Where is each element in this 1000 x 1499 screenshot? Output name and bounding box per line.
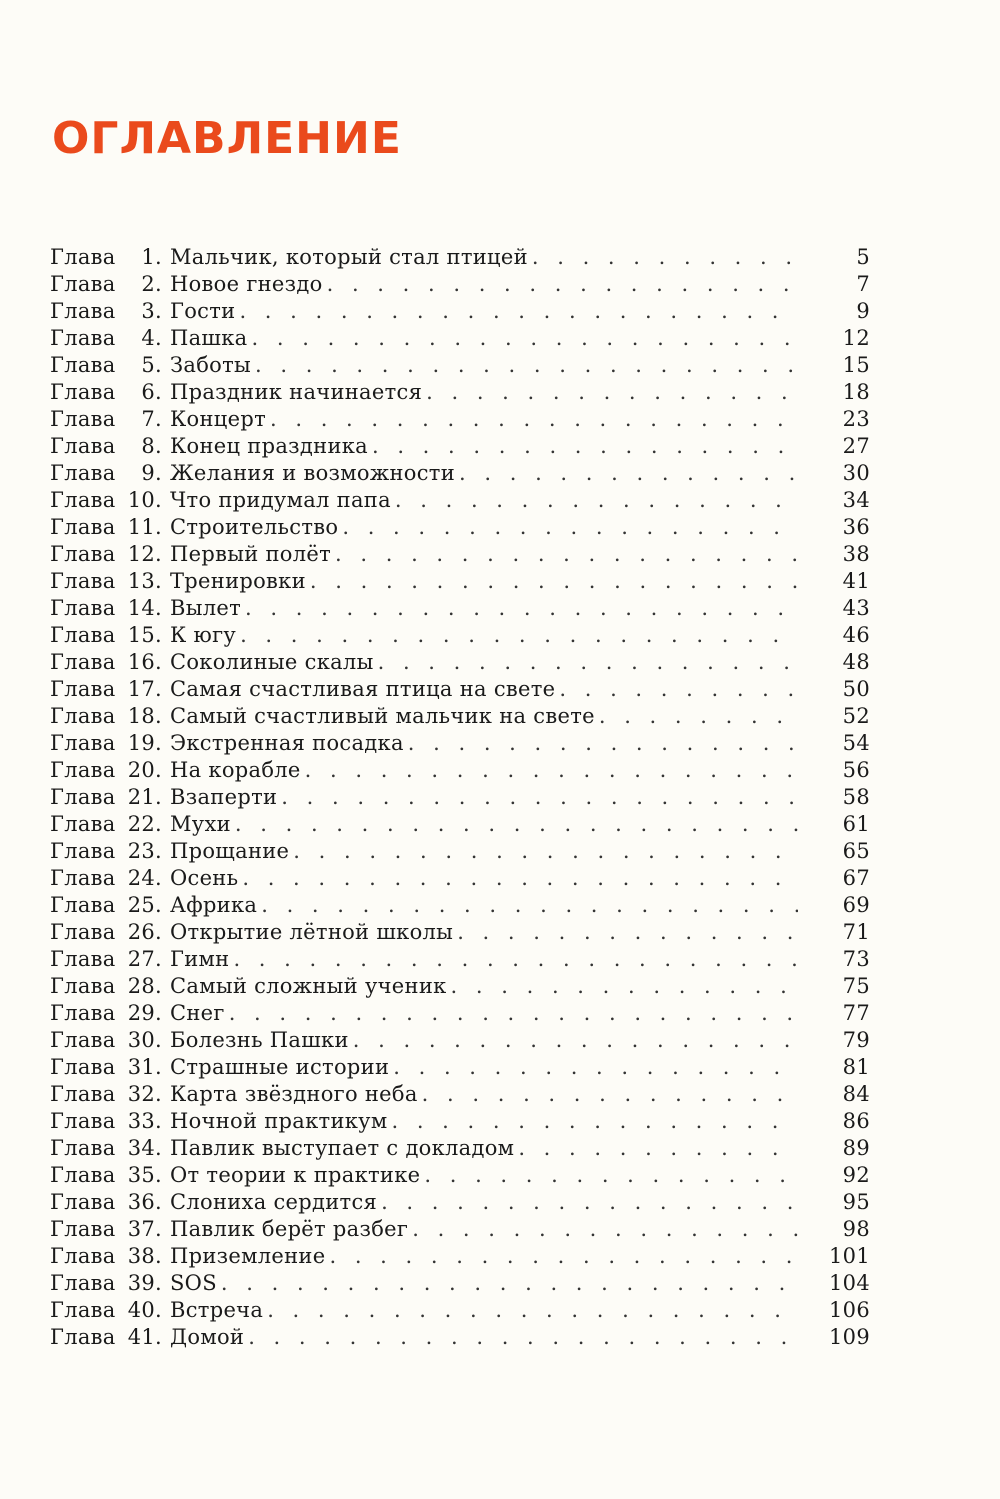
dot-leader — [239, 298, 798, 325]
chapter-title: Встреча — [170, 1298, 264, 1322]
dot-leader — [329, 1243, 798, 1270]
page-number: 23 — [842, 407, 870, 431]
page-number: 38 — [842, 542, 870, 566]
page-number: 54 — [842, 731, 870, 755]
chapter-title: Пашка — [170, 326, 248, 350]
page-number: 61 — [842, 812, 870, 836]
toc-entry[interactable] — [50, 1054, 870, 1081]
chapter-number: 13. — [127, 569, 162, 593]
toc-entry[interactable] — [50, 865, 870, 892]
chapter-title: Соколиные скалы — [170, 650, 374, 674]
page-number: 56 — [842, 758, 870, 782]
toc-entry[interactable] — [50, 622, 870, 649]
toc-entry[interactable] — [50, 379, 870, 406]
dot-leader — [245, 595, 798, 622]
chapter-title: Павлик выступает с докладом — [170, 1136, 515, 1160]
dot-leader — [381, 1189, 798, 1216]
chapter-number: 36. — [127, 1190, 162, 1214]
chapter-label: Глава — [50, 596, 116, 620]
chapter-number: 22. — [127, 812, 162, 836]
toc-entry[interactable] — [50, 487, 870, 514]
dot-leader — [240, 622, 798, 649]
chapter-title: Слониха сердится — [170, 1190, 378, 1214]
chapter-title: На корабле — [170, 758, 301, 782]
chapter-title: Первый полёт — [170, 542, 332, 566]
chapter-number: 20. — [127, 758, 162, 782]
chapter-title: Тренировки — [170, 569, 306, 593]
chapter-number: 35. — [127, 1163, 162, 1187]
chapter-label: Глава — [50, 785, 116, 809]
chapter-title: Осень — [170, 866, 239, 890]
chapter-number: 11. — [127, 515, 162, 539]
chapter-title: Гимн — [170, 947, 230, 971]
dot-leader — [599, 703, 798, 730]
chapter-number: 32. — [127, 1082, 162, 1106]
chapter-label: Глава — [50, 1082, 116, 1106]
chapter-number: 14. — [127, 596, 162, 620]
dot-leader — [233, 946, 798, 973]
chapter-number: 12. — [127, 542, 162, 566]
dot-leader — [261, 892, 798, 919]
page-number: 101 — [829, 1244, 870, 1268]
dot-leader — [391, 1108, 798, 1135]
toc-entry[interactable] — [50, 730, 870, 757]
chapter-number: 33. — [127, 1109, 162, 1133]
chapter-number: 6. — [141, 380, 162, 404]
page-number: 98 — [842, 1217, 870, 1241]
dot-leader — [378, 649, 798, 676]
chapter-number: 34. — [127, 1136, 162, 1160]
dot-leader — [559, 676, 798, 703]
chapter-number: 31. — [127, 1055, 162, 1079]
toc-entry[interactable] — [50, 352, 870, 379]
toc-entry[interactable] — [50, 892, 870, 919]
chapter-label: Глава — [50, 299, 116, 323]
dot-leader — [255, 352, 798, 379]
chapter-label: Глава — [50, 812, 116, 836]
chapter-title: Праздник начинается — [170, 380, 423, 404]
chapter-number: 19. — [127, 731, 162, 755]
dot-leader — [342, 514, 798, 541]
chapter-label: Глава — [50, 677, 116, 701]
chapter-label: Глава — [50, 1028, 116, 1052]
dot-leader — [395, 487, 798, 514]
chapter-label: Глава — [50, 488, 116, 512]
dot-leader — [252, 325, 798, 352]
page-number: 30 — [842, 461, 870, 485]
chapter-number: 29. — [127, 1001, 162, 1025]
toc-entry[interactable] — [50, 1135, 870, 1162]
chapter-label: Глава — [50, 839, 116, 863]
chapter-title: Болезнь Пашки — [170, 1028, 349, 1052]
chapter-title: От теории к практике — [170, 1163, 421, 1187]
chapter-label: Глава — [50, 1136, 116, 1160]
page-number: 15 — [842, 353, 870, 377]
toc-entry[interactable] — [50, 1324, 870, 1351]
chapter-label: Глава — [50, 893, 116, 917]
page-number: 84 — [842, 1082, 870, 1106]
page-number: 75 — [842, 974, 870, 998]
page-number: 7 — [856, 272, 870, 296]
chapter-title: Заботы — [170, 353, 252, 377]
toc-entry[interactable] — [50, 946, 870, 973]
chapter-label: Глава — [50, 1325, 116, 1349]
page-number: 109 — [829, 1325, 870, 1349]
chapter-title: Конец праздника — [170, 434, 368, 458]
dot-leader — [353, 1027, 798, 1054]
chapter-number: 2. — [141, 272, 162, 296]
chapter-label: Глава — [50, 353, 116, 377]
dot-leader — [248, 1324, 798, 1351]
chapter-title: Взаперти — [170, 785, 278, 809]
chapter-label: Глава — [50, 1055, 116, 1079]
page-number: 86 — [842, 1109, 870, 1133]
page-number: 65 — [842, 839, 870, 863]
dot-leader — [518, 1135, 798, 1162]
chapter-number: 28. — [127, 974, 162, 998]
page-number: 92 — [842, 1163, 870, 1187]
chapter-label: Глава — [50, 704, 116, 728]
toc-entry[interactable] — [50, 244, 870, 271]
chapter-number: 37. — [127, 1217, 162, 1241]
chapter-title: Снег — [170, 1001, 225, 1025]
chapter-number: 15. — [127, 623, 162, 647]
toc-entry[interactable] — [50, 460, 870, 487]
dot-leader — [408, 730, 798, 757]
chapter-label: Глава — [50, 272, 116, 296]
toc-entry[interactable] — [50, 1000, 870, 1027]
page-number: 58 — [842, 785, 870, 809]
page-number: 43 — [842, 596, 870, 620]
page-number: 18 — [842, 380, 870, 404]
toc-entry[interactable] — [50, 838, 870, 865]
dot-leader — [457, 919, 798, 946]
toc-entry[interactable] — [50, 406, 870, 433]
chapter-label: Глава — [50, 974, 116, 998]
chapter-title: Строительство — [170, 515, 339, 539]
chapter-label: Глава — [50, 1298, 116, 1322]
page-number: 69 — [842, 893, 870, 917]
dot-leader — [372, 433, 798, 460]
chapter-label: Глава — [50, 1217, 116, 1241]
chapter-number: 3. — [141, 299, 162, 323]
page-number: 79 — [842, 1028, 870, 1052]
chapter-label: Глава — [50, 1163, 116, 1187]
chapter-label: Глава — [50, 434, 116, 458]
chapter-label: Глава — [50, 245, 116, 269]
dot-leader — [422, 1081, 798, 1108]
chapter-label: Глава — [50, 1109, 116, 1133]
page-number: 27 — [842, 434, 870, 458]
page-number: 89 — [842, 1136, 870, 1160]
chapter-title: SOS — [170, 1271, 217, 1295]
dot-leader — [532, 244, 798, 271]
dot-leader — [459, 460, 798, 487]
chapter-number: 21. — [127, 785, 162, 809]
chapter-title: Павлик берёт разбег — [170, 1217, 409, 1241]
dot-leader — [424, 1162, 798, 1189]
chapter-title: К югу — [170, 623, 237, 647]
toc-entry[interactable] — [50, 298, 870, 325]
toc-entry[interactable] — [50, 568, 870, 595]
chapter-number: 24. — [127, 866, 162, 890]
chapter-title: Гости — [170, 299, 236, 323]
chapter-label: Глава — [50, 515, 116, 539]
page-number: 46 — [842, 623, 870, 647]
toc-entry[interactable] — [50, 271, 870, 298]
chapter-title: Самая счастливая птица на свете — [170, 677, 556, 701]
toc-entry[interactable] — [50, 1270, 870, 1297]
chapter-number: 41. — [127, 1325, 162, 1349]
chapter-title: Домой — [170, 1325, 245, 1349]
chapter-number: 38. — [127, 1244, 162, 1268]
chapter-title: Желания и возможности — [170, 461, 456, 485]
toc-entry[interactable] — [50, 676, 870, 703]
chapter-label: Глава — [50, 326, 116, 350]
page-number: 73 — [842, 947, 870, 971]
chapter-title: Самый сложный ученик — [170, 974, 447, 998]
chapter-label: Глава — [50, 569, 116, 593]
dot-leader — [393, 1054, 798, 1081]
toc-entry[interactable] — [50, 595, 870, 622]
page-number: 52 — [842, 704, 870, 728]
chapter-title: Африка — [170, 893, 258, 917]
toc-entry[interactable] — [50, 1297, 870, 1324]
page-number: 48 — [842, 650, 870, 674]
toc-entry[interactable] — [50, 1243, 870, 1270]
chapter-label: Глава — [50, 623, 116, 647]
page-number: 41 — [842, 569, 870, 593]
chapter-number: 8. — [141, 434, 162, 458]
dot-leader — [267, 1297, 798, 1324]
dot-leader — [242, 865, 798, 892]
chapter-title: Самый счастливый мальчик на свете — [170, 704, 595, 728]
chapter-number: 26. — [127, 920, 162, 944]
toc-entry[interactable] — [50, 811, 870, 838]
toc-entry[interactable] — [50, 1081, 870, 1108]
chapter-title: Экстренная посадка — [170, 731, 404, 755]
chapter-title: Мальчик, который стал птицей — [170, 245, 528, 269]
dot-leader — [310, 568, 798, 595]
chapter-number: 40. — [127, 1298, 162, 1322]
toc-entry[interactable] — [50, 541, 870, 568]
toc-entry[interactable] — [50, 784, 870, 811]
chapter-number: 1. — [141, 245, 162, 269]
page-number: 36 — [842, 515, 870, 539]
chapter-label: Глава — [50, 947, 116, 971]
page-number: 9 — [856, 299, 870, 323]
toc-entry[interactable] — [50, 649, 870, 676]
chapter-label: Глава — [50, 650, 116, 674]
chapter-title: Вылет — [170, 596, 242, 620]
page-number: 77 — [842, 1001, 870, 1025]
chapter-label: Глава — [50, 758, 116, 782]
dot-leader — [293, 838, 798, 865]
dot-leader — [335, 541, 798, 568]
chapter-label: Глава — [50, 920, 116, 944]
dot-leader — [281, 784, 798, 811]
page-number: 95 — [842, 1190, 870, 1214]
chapter-number: 10. — [127, 488, 162, 512]
page-number: 106 — [829, 1298, 870, 1322]
page-number: 71 — [842, 920, 870, 944]
page-number: 81 — [842, 1055, 870, 1079]
chapter-number: 9. — [141, 461, 162, 485]
toc-entry[interactable] — [50, 325, 870, 352]
chapter-label: Глава — [50, 866, 116, 890]
chapter-title: Карта звёздного неба — [170, 1082, 418, 1106]
page-title: ОГЛАВЛЕНИЕ — [52, 113, 402, 165]
toc-entry[interactable] — [50, 703, 870, 730]
chapter-label: Глава — [50, 407, 116, 431]
toc-entry[interactable] — [50, 973, 870, 1000]
chapter-label: Глава — [50, 1271, 116, 1295]
page-number: 5 — [856, 245, 870, 269]
toc-entry[interactable] — [50, 919, 870, 946]
dot-leader — [451, 973, 798, 1000]
chapter-number: 39. — [127, 1271, 162, 1295]
chapter-label: Глава — [50, 542, 116, 566]
page-number: 34 — [842, 488, 870, 512]
toc-entry[interactable] — [50, 1027, 870, 1054]
chapter-number: 25. — [127, 893, 162, 917]
chapter-title: Новое гнездо — [170, 272, 323, 296]
chapter-number: 30. — [127, 1028, 162, 1052]
chapter-title: Страшные истории — [170, 1055, 390, 1079]
toc-entry[interactable] — [50, 514, 870, 541]
page-number: 67 — [842, 866, 870, 890]
dot-leader — [221, 1270, 798, 1297]
chapter-label: Глава — [50, 380, 116, 404]
chapter-title: Мухи — [170, 812, 231, 836]
chapter-title: Ночной практикум — [170, 1109, 388, 1133]
dot-leader — [412, 1216, 798, 1243]
page-number: 104 — [829, 1271, 870, 1295]
dot-leader — [305, 757, 798, 784]
chapter-title: Что придумал папа — [170, 488, 391, 512]
dot-leader — [270, 406, 798, 433]
chapter-number: 5. — [141, 353, 162, 377]
chapter-title: Концерт — [170, 407, 266, 431]
toc-entry[interactable] — [50, 1216, 870, 1243]
chapter-number: 17. — [127, 677, 162, 701]
toc-entry[interactable] — [50, 757, 870, 784]
chapter-number: 27. — [127, 947, 162, 971]
chapter-number: 7. — [141, 407, 162, 431]
chapter-label: Глава — [50, 1244, 116, 1268]
table-of-contents — [50, 244, 870, 1351]
chapter-label: Глава — [50, 1001, 116, 1025]
chapter-number: 16. — [127, 650, 162, 674]
chapter-label: Глава — [50, 1190, 116, 1214]
toc-entry[interactable] — [50, 1108, 870, 1135]
dot-leader — [229, 1000, 798, 1027]
dot-leader — [327, 271, 798, 298]
toc-entry[interactable] — [50, 1189, 870, 1216]
dot-leader — [426, 379, 798, 406]
toc-entry[interactable] — [50, 1162, 870, 1189]
chapter-number: 23. — [127, 839, 162, 863]
chapter-title: Приземление — [170, 1244, 326, 1268]
dot-leader — [235, 811, 798, 838]
chapter-number: 18. — [127, 704, 162, 728]
chapter-label: Глава — [50, 731, 116, 755]
toc-entry[interactable] — [50, 433, 870, 460]
chapter-number: 4. — [141, 326, 162, 350]
chapter-title: Прощание — [170, 839, 290, 863]
page-number: 50 — [842, 677, 870, 701]
chapter-title: Открытие лётной школы — [170, 920, 454, 944]
chapter-label: Глава — [50, 461, 116, 485]
page-number: 12 — [842, 326, 870, 350]
